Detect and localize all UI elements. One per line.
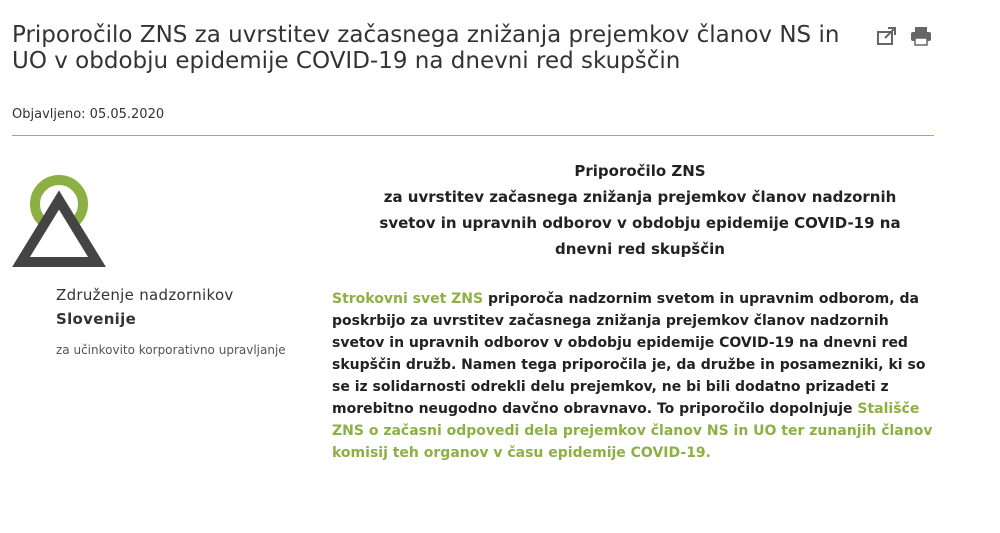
logo-name-line2: Slovenije xyxy=(56,310,137,328)
link-stalisce-zns[interactable]: Stališče ZNS o začasni odpovedi dela prejemkov članov NS in UO ter zunanjih članov komisij teh organov v času epidemije COVID-19. xyxy=(332,401,933,461)
heading-line: Priporočilo ZNS xyxy=(574,162,706,180)
logo-name-line1: Združenje nadzornikov xyxy=(56,286,234,304)
divider xyxy=(12,135,934,136)
page-title: Priporočilo ZNS za uvrstitev začasnega znižanja prejemkov članov NS in UO v obdobju epidemije COVID-19 na dnevni red skupščin xyxy=(12,22,840,74)
published-date: Objavljeno: 05.05.2020 xyxy=(12,107,165,122)
logo-tagline: za učinkovito korporativno upravljanje xyxy=(56,343,286,357)
heading-line: dnevni red skupščin xyxy=(555,240,725,258)
document-heading xyxy=(330,158,950,262)
share-icon[interactable] xyxy=(876,26,898,46)
print-icon[interactable] xyxy=(910,26,932,46)
zns-logo xyxy=(12,160,312,390)
link-strokovni-svet[interactable]: Strokovni svet ZNS xyxy=(332,291,484,307)
title-actions xyxy=(876,26,932,46)
heading-line: svetov in upravnih odborov v obdobju epidemije COVID-19 na xyxy=(379,214,901,232)
heading-line: za uvrstitev začasnega znižanja prejemkov članov nadzornih xyxy=(383,188,897,206)
document-body xyxy=(332,288,944,464)
logo-mark-icon xyxy=(12,160,132,280)
paragraph-text: priporoča nadzornim svetom in upravnim odborom, da poskrbijo za uvrstitev začasnega znižanja prejemkov članov nadzornih svetov in upravnih odborov v obdobju epidemije COVID-19 na dnevni red skupščin družb. Namen tega priporočila je, da družbe in posamezniki, ki so se iz solidarnosti odrekli delu prejemkov, ne bi bili dodatno prizadeti z morebitno neugodno davčno obravnavo. To priporočilo dopolnjuje xyxy=(332,291,926,417)
